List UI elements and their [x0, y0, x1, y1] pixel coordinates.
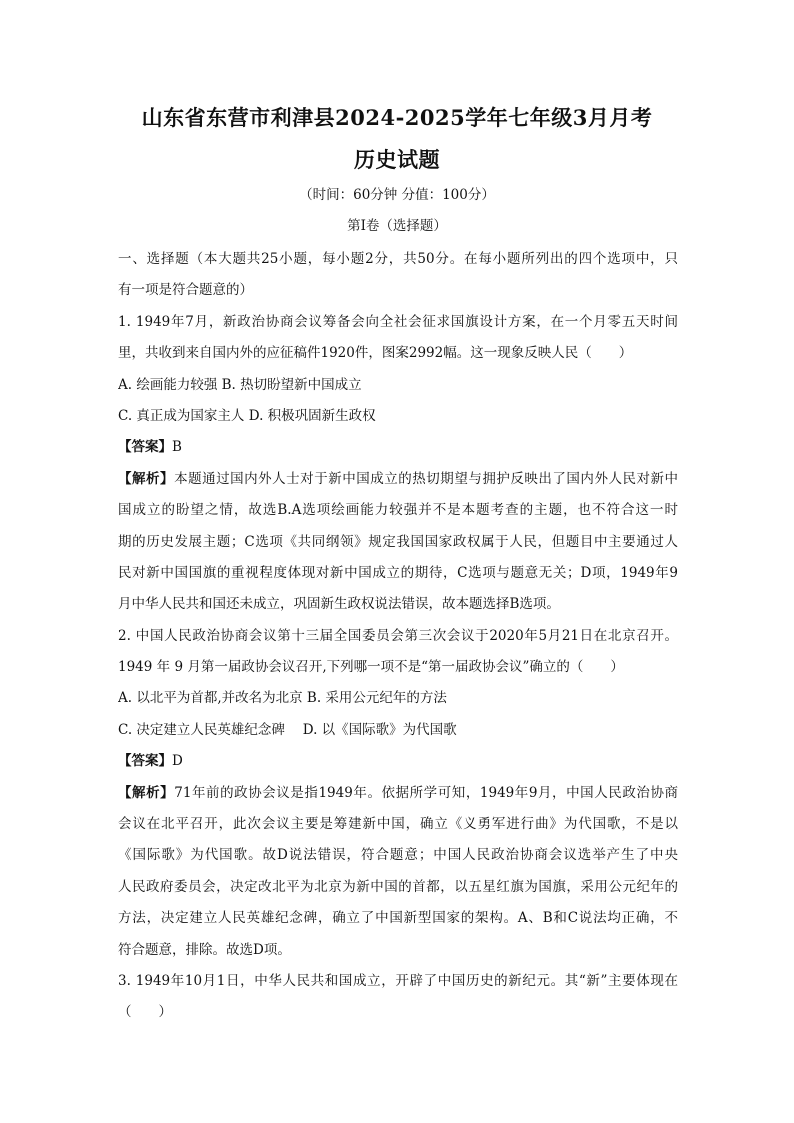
question-1-analysis: 国成立的盼望之情，故选B.A选项绘画能力较强并不是本题考查的主题，也不符合这一时 — [118, 502, 678, 519]
question-2-analysis: 《国际歌》为代国歌。故D说法错误，符合题意；中国人民政治协商会议选举产生了中央 — [118, 847, 678, 864]
question-2-analysis: 符合题意，排除。故选D项。 — [118, 941, 291, 958]
question-2-stem: 1949 年 9 月第一届政协会议召开,下列哪一项不是“第一届政协会议”确立的（ ） — [118, 659, 624, 676]
answer-value: D — [172, 753, 183, 770]
question-2-option: A. 以北平为首都,并改名为北京 B. 采用公元纪年的方法 — [118, 690, 447, 707]
exam-meta: （时间：60分钟 分值：100分） — [299, 187, 495, 203]
question-2-analysis: 会议在北平召开，此次会议主要是筹建新中国，确立《义勇军进行曲》为代国歌，不是以 — [118, 816, 678, 833]
question-2-analysis: 人民政府委员会，决定改北平为北京为新中国的首都，以五星红旗为国旗，采用公元纪年的 — [118, 878, 678, 895]
analysis-label: 【解析】 — [118, 470, 175, 487]
answer-label: 【答案】 — [118, 439, 172, 456]
question-3-stem: （ ） — [118, 1004, 172, 1021]
instructions-line: 一、选择题（本大题共25小题，每小题2分，共50分。在每小题所列出的四个选项中，只 — [118, 251, 678, 267]
answer-value: B — [172, 439, 182, 456]
question-2-option: C. 决定建立人民英雄纪念碑 D. 以《国际歌》为代国歌 — [118, 721, 457, 738]
question-1-answer — [118, 432, 678, 463]
question-1-stem: 里，共收到来自国内外的应征稿件1920件，图案2992幅。这一现象反映人民（ ） — [118, 345, 633, 362]
question-1-option: A. 绘画能力较强 B. 热切盼望新中国成立 — [118, 376, 362, 393]
section-heading: 第Ⅰ卷（选择题） — [347, 218, 447, 234]
question-1-analysis — [118, 464, 678, 495]
analysis-label: 【解析】 — [118, 784, 175, 801]
instructions-line: 有一项是符合题意的） — [118, 282, 253, 299]
question-2-analysis: 方法，决定建立人民英雄纪念碑，确立了中国新型国家的架构。A、B和C说法均正确，不 — [118, 910, 678, 927]
question-2-analysis — [118, 778, 678, 809]
analysis-text: 本题通过国内外人士对于新中国成立的热切期望与拥护反映出了国内外人民对新中 — [174, 470, 678, 487]
question-3-stem: 3. 1949年10月1日，中华人民共和国成立，开辟了中国历史的新纪元。其“新”主要体现在 — [118, 972, 678, 989]
answer-label: 【答案】 — [118, 753, 172, 770]
question-2-stem: 2. 中国人民政治协商会议第十三届全国委员会第三次会议于2020年5月21日在北京召开。 — [118, 627, 678, 644]
question-1-analysis: 月中华人民共和国还未成立，巩固新生政权说法错误，故本题选择B选项。 — [118, 596, 560, 613]
question-2-answer — [118, 746, 678, 777]
question-1-option: C. 真正成为国家主人 D. 积极巩固新生政权 — [118, 407, 376, 424]
question-1-analysis: 期的历史发展主题；C选项《共同纲领》规定我国国家政权属于人民，但题目中主要通过人 — [118, 533, 678, 550]
question-1-analysis: 民对新中国国旗的重视程度体现对新中国成立的期待，C选项与题意无关；D项，1949年9 — [118, 564, 678, 581]
exam-title: 山东省东营市利津县2024-2025学年七年级3月月考 — [141, 105, 653, 130]
exam-body — [118, 244, 678, 1029]
question-1-stem: 1. 1949年7月，新政治协商会议筹备会向全社会征求国旗设计方案，在一个月零五天时间 — [118, 313, 678, 330]
exam-subject: 历史试题 — [354, 147, 440, 172]
analysis-text: 71年前的政协会议是指1949年。依据所学可知，1949年9月，中国人民政治协商 — [174, 784, 678, 801]
